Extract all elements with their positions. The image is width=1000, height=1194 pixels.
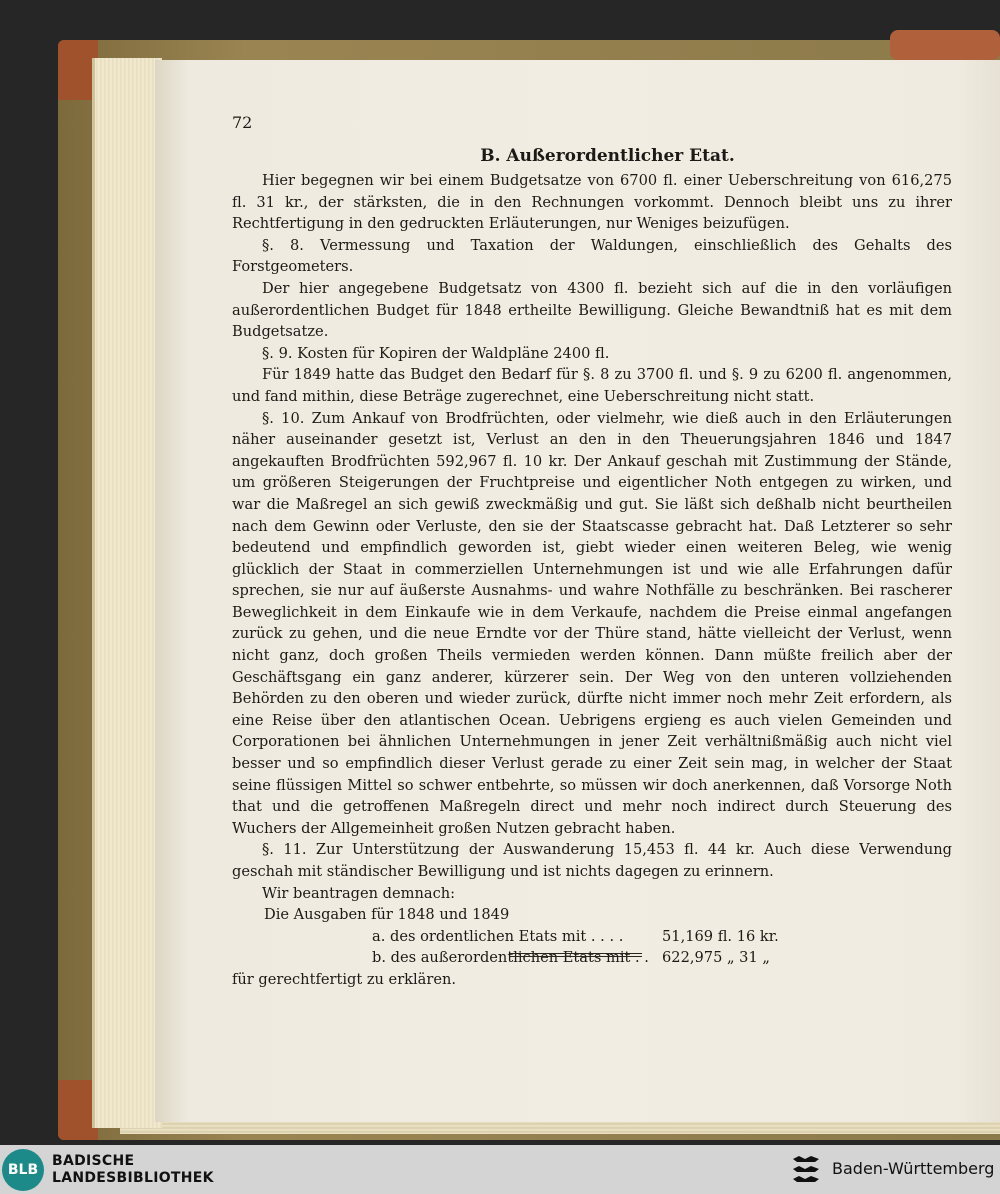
paragraph: §. 10. Zum Ankauf von Brodfrüchten, oder vielmehr, wie dieß auch in den Erläuterungen näher auseinander gesetzt ist, Verlust an den in den Theuerungsjahren 1846 und 1847 angekauften Brodfrüchten 592,967 fl. 10 kr. Der Ankauf geschah mit Zustimmung der Stände, um größeren Steigerungen der Fruchtpreise und eigentlicher Noth entgegen zu wirken, und war die Maßregel an sich gewiß zweckmäßig und gut. Sie läßt sich deßhalb nicht beurtheilen nach dem Gewinn oder Verluste, den sie der Staatscasse gebracht hat. Daß Letzterer so sehr bedeutend und empfindlich geworden ist, giebt wieder einen weiteren Beleg, wie wenig glücklich der Staat in commerziellen Unternehmungen ist und wie alle Erfahrungen dafür sprechen, sie nur auf äußerste Ausnahms- und wahre Nothfälle zu beschränken. Bei rascherer Beweglichkeit in dem Einkaufe wie in dem Verkaufe, nachdem die Preise einmal angefangen zurück zu gehen, und die neue Erndte vor der Thüre stand, hätte vielleicht der Verlust, wenn nicht ganz, doch großen Theils vermieden werden können. Dann müßte freilich aber der Geschäftsgang ein ganz anderer, kürzerer sein. Der Weg von den unteren vollziehenden Behörden zu den oberen und wieder zurück, dürfte nicht immer noch mehr Zeit erfordern, als eine Reise über den atlantischen Ocean. Uebrigens ergieng es auch vielen Gemeinden und Corporationen bei ähnlichen Unternehmungen in jener Zeit verhältnißmäßig auch nicht viel besser und so empfindlich dieser Verlust gerade zu einer Zeit sein mag, in welcher der Staat seine flüssigen Mittel so schwer entbehrte, so müssen wir doch anerkennen, daß Vorsorge Noth that und die getroffenen Maßregeln direct und mehr noch indirect durch Steuerung des Wuchers der Allgemeinheit großen Nutzen gebracht haben. (232, 409, 952, 837)
section-heading: B. Außerordentlicher Etat. (480, 146, 735, 166)
page-number: 72 (232, 113, 253, 132)
paragraph: Hier begegnen wir bei einem Budgetsatze von 6700 fl. einer Ueberschreitung von 616,275 fl. 31 kr., der stärksten, die in den Rechnungen vorkommt. Dennoch bleibt uns zu ihrer Rechtfertigung in den gedruckten Erläuterungen, nur Weniges beizufügen. (232, 172, 952, 233)
page-edges (92, 58, 162, 1128)
closing-line: für gerechtfertigt zu erklären. (232, 970, 457, 988)
paragraph: Für 1849 hatte das Budget den Bedarf für §. 8 zu 3700 fl. und §. 9 zu 6200 fl. angenommen, und fand mithin, diese Beträge zugerechnet, eine Ueberschreitung nicht statt. (232, 366, 952, 405)
expense-amount: 622,975 „ 31 „ (662, 949, 770, 967)
blb-logo-icon[interactable]: BLB (2, 1149, 44, 1191)
expense-row (232, 947, 952, 969)
expense-row (232, 926, 952, 948)
paragraph: §. 8. Vermessung und Taxation der Waldungen, einschließlich des Gehalts des Forstgeometers. (232, 236, 952, 276)
library-name-line1: BADISCHE (52, 1153, 135, 1169)
paragraph: §. 9. Kosten für Kopiren der Waldpläne 2400 fl. (262, 344, 610, 362)
state-name[interactable]: Baden-Württemberg (832, 1159, 995, 1178)
paragraph: Der hier angegebene Budgetsatz von 4300 fl. bezieht sich auf die in den vorläufigen außerordentlichen Budget für 1848 ertheilte Bewilligung. Gleiche Bewandtniß hat es mit dem Budgetsatze. (232, 279, 952, 341)
expenses-intro: Die Ausgaben für 1848 und 1849 (264, 906, 510, 924)
expense-label: b. des außerordentlichen Etats mit . . (372, 949, 649, 967)
conclusion-intro: Wir beantragen demnach: (262, 884, 456, 902)
coat-of-arms-icon[interactable] (789, 1151, 823, 1187)
book-page (155, 60, 1000, 1122)
library-name-line2: LANDESBIBLIOTHEK (52, 1170, 214, 1186)
expense-label: a. des ordentlichen Etats mit . . . . (372, 927, 624, 945)
cover-corner (890, 30, 1000, 60)
footer-bar (0, 1145, 1000, 1194)
library-name[interactable] (52, 1153, 214, 1187)
paragraph: §. 11. Zur Unterstützung der Auswanderung 15,453 fl. 44 kr. Auch diese Verwendung geschah mit ständischer Bewilligung und ist nichts dagegen zu erinnern. (232, 841, 952, 880)
section-end-rule (510, 953, 642, 957)
expense-amount: 51,169 fl. 16 kr. (662, 927, 779, 945)
page-body (232, 170, 952, 991)
